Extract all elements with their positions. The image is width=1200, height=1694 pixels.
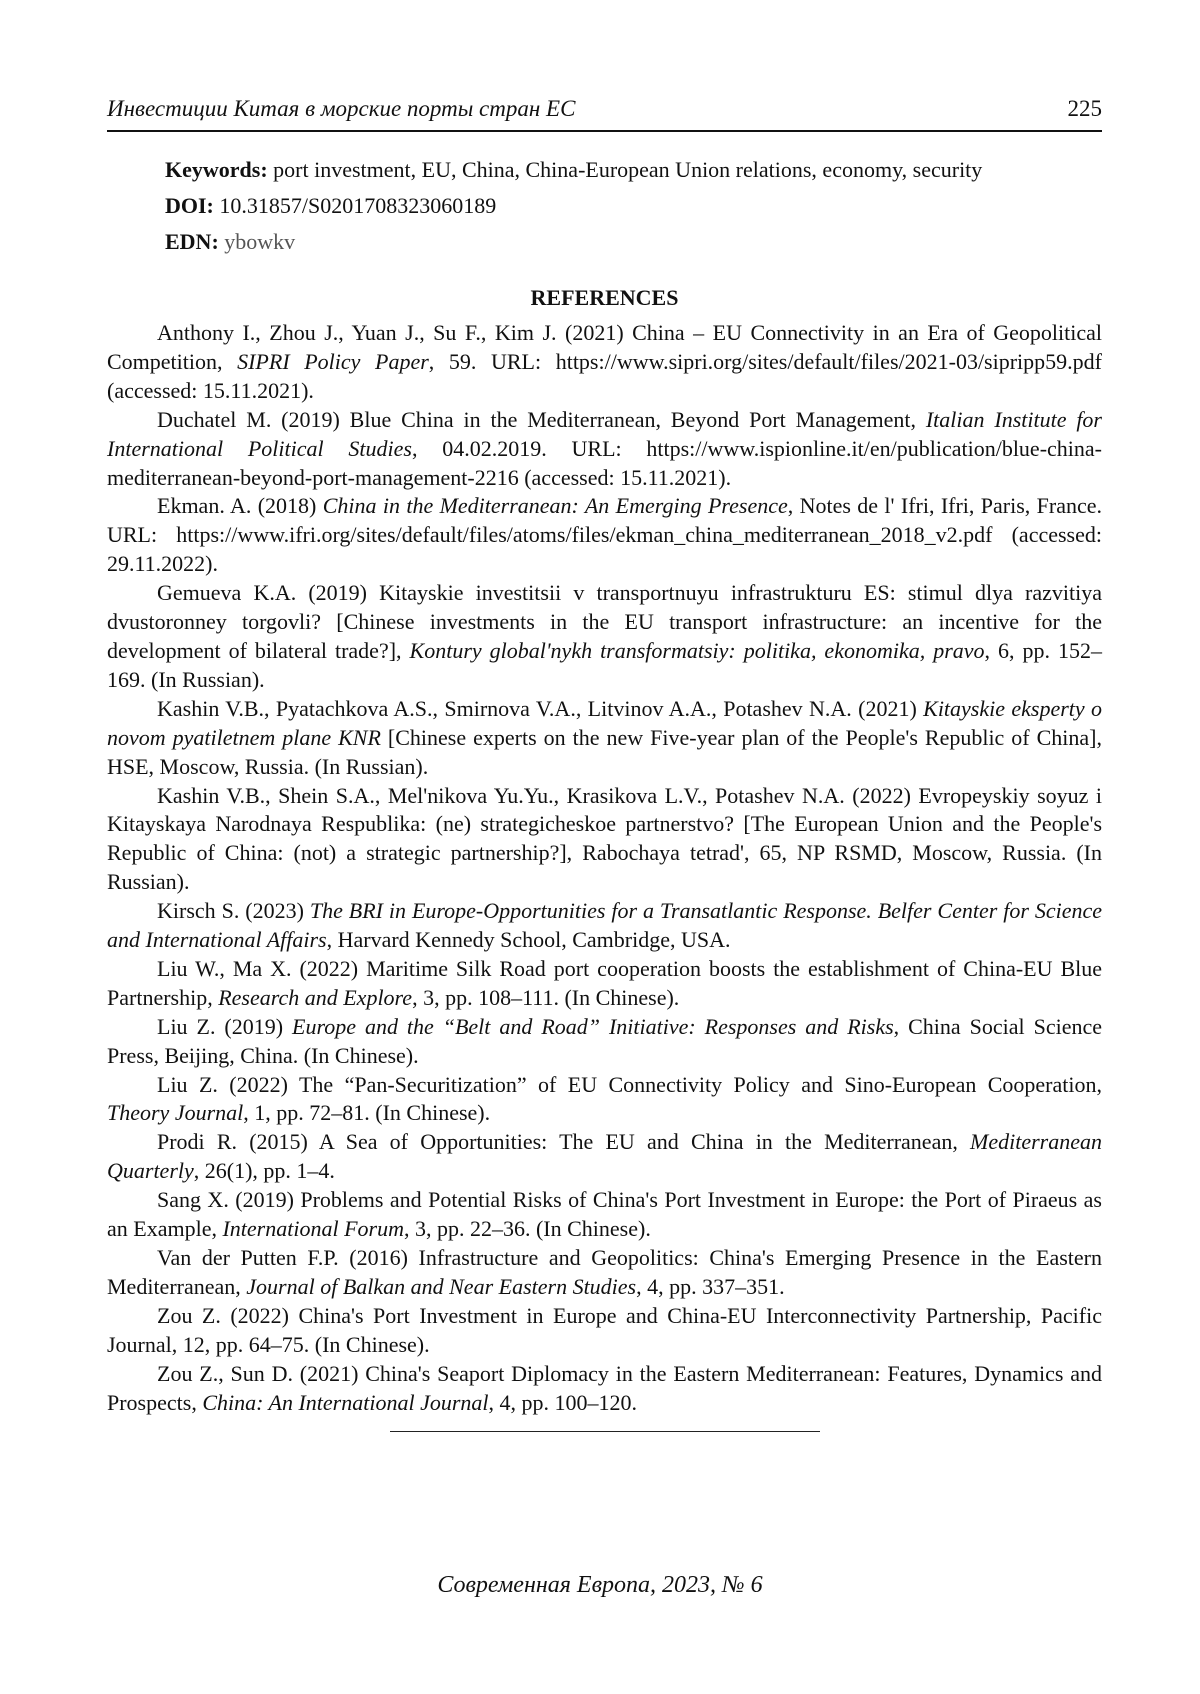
edn-label: EDN: [165,229,219,254]
reference-details: , 26(1), pp. 1–4. [193,1158,335,1184]
reference-source-title: Italian Institute for International Political Studies [107,406,1102,461]
reference-source-title: China in the Mediterranean: An Emerging Presence [322,493,788,519]
keywords-value: port investment, EU, China, China-European Union relations, economy, security [273,157,983,182]
reference-text: Anthony I., Zhou J., Yuan J., Su F., Kim J. (2021) China – EU Connectivity in an Era of Geopolitical Competition, [107,320,1102,374]
edn-value: ybowkv [224,229,296,254]
running-head-title: Инвестиции Китая в морские порты стран ЕС [107,96,576,121]
reference-source-title: SIPRI Policy Paper [237,348,429,374]
reference-item [107,1071,1102,1129]
reference-text: Prodi R. (2015) A Sea of Opportunities: The EU and China in the Mediterranean, [157,1129,971,1155]
references-heading: REFERENCES [530,285,679,310]
reference-details: , Notes de l' Ifri, Ifri, Paris, France. URL: https://www.ifri.org/sites/default/files/atoms/files/ekman_china_mediterranean_2018_v2.pdf (accessed: 29.11.2022). [107,493,1102,577]
reference-source-title: Kitayskie eksperty o novom pyatiletnem plane KNR [107,695,1103,750]
reference-item [107,1186,1102,1244]
reference-source-title: International Forum [222,1216,404,1242]
reference-text: Van der Putten F.P. (2016) Infrastructure and Geopolitics: China's Emerging Presence in the Eastern Mediterranean, [107,1245,1102,1299]
running-head [107,96,1102,132]
reference-text: Duchatel M. (2019) Blue China in the Mediterranean, Beyond Port Management, [157,406,926,432]
reference-item [107,1013,1102,1071]
reference-details: , 04.02.2019. URL: https://www.ispionline.it/en/publication/blue-china-mediterranean-beyond-port-management-2216 (accessed: 15.11.2021). [107,435,1102,490]
reference-details: [Chinese experts on the new Five-year plan of the People's Republic of China], HSE, Moscow, Russia. (In Russian). [107,724,1103,779]
keywords-label: Keywords: [165,157,268,182]
reference-item [107,406,1102,493]
doi-value: 10.31857/S0201708323060189 [219,193,497,218]
reference-item [107,1128,1102,1186]
reference-source-title: Journal of Balkan and Near Eastern Studies [246,1273,637,1299]
reference-details: , 6, pp. 152–169. (In Russian). [107,637,1102,692]
doi-label: DOI: [165,193,214,218]
reference-details: , 59. URL: https://www.sipri.org/sites/default/files/2021-03/sipripp59.pdf (accessed: 15.11.2021). [107,348,1102,403]
article-metadata [165,156,1102,255]
references-list [107,319,1102,1417]
reference-details: , China Social Science Press, Beijing, China. (In Chinese). [107,1013,1102,1068]
reference-text: Kirsch S. (2023) [157,898,310,924]
reference-details: , Harvard Kennedy School, Cambridge, USA. [326,927,731,953]
reference-text: Liu Z. (2022) The “Pan-Securitization” of EU Connectivity Policy and Sino-European Cooperation, [157,1071,1102,1097]
reference-text: Zou Z., Sun D. (2021) China's Seaport Diplomacy in the Eastern Mediterranean: Features, Dynamics and Prospects, [107,1360,1102,1415]
reference-text: Ekman. A. (2018) [157,493,323,519]
page-number: 225 [1067,96,1102,121]
reference-item [107,1244,1102,1302]
reference-source-title: China: An International Journal [202,1389,489,1415]
reference-text: Sang X. (2019) Problems and Potential Risks of China's Port Investment in Europe: the Port of Piraeus as an Example, [107,1187,1102,1242]
reference-text: Kashin V.B., Pyatachkova A.S., Smirnova V.A., Litvinov A.A., Potashev N.A. (2021) [157,695,924,721]
reference-details: , 3, pp. 108–111. (In Chinese). [412,984,680,1010]
reference-source-title: Kontury global'nykh transformatsiy: politika, ekonomika, pravo [409,637,985,663]
edn-row [165,228,1102,255]
reference-details: , 1, pp. 72–81. (In Chinese). [243,1100,491,1126]
reference-text: Gemueva K.A. (2019) Kitayskie investitsii v transportnuyu infrastrukturu ES: stimul dlya razvitiya dvustoronney torgovli? [Chinese investments in the EU transport infrastructure: an incentive for the development of bilateral trade?], [107,580,1102,663]
reference-text: Kashin V.B., Shein S.A., Mel'nikova Yu.Yu., Krasikova L.V., Potashev N.A. (2022) Evropeyskiy soyuz i Kitayskaya Narodnaya Respublika: (ne) strategicheskoe partnerstvo? [The European Union and the People's Republic of China: (not) a strategic partnership?], Rabochaya tetrad', 65, NP RSMD, Moscow, Russia. (In Russian). [107,782,1102,895]
doi-row [165,192,1102,219]
reference-source-title: The BRI in Europe-Opportunities for a Transatlantic Response. Belfer Center for Science and International Affairs [107,898,1102,953]
reference-item [107,1302,1102,1360]
reference-details: , 4, pp. 337–351. [636,1273,785,1299]
reference-item [107,319,1102,406]
reference-item [107,492,1102,579]
reference-details: , 3, pp. 22–36. (In Chinese). [403,1216,651,1242]
reference-item [107,897,1102,955]
reference-text: Zou Z. (2022) China's Port Investment in Europe and China-EU Interconnectivity Partnership, Pacific Journal, 12, pp. 64–75. (In Chinese). [107,1302,1102,1357]
reference-source-title: Theory Journal [107,1100,244,1126]
reference-source-title: Europe and the “Belt and Road” Initiative: Responses and Risks [292,1013,894,1039]
reference-item [107,782,1102,898]
reference-source-title: Research and Explore [218,984,413,1010]
reference-source-title: Mediterranean Quarterly [107,1129,1102,1184]
reference-item [107,955,1102,1013]
journal-footer: Современная Европа, 2023, № 6 [437,1572,763,1598]
reference-text: Liu Z. (2019) [157,1013,293,1039]
page-content [107,96,1102,1432]
reference-item [107,695,1102,782]
reference-item [107,1360,1102,1418]
reference-item [107,579,1102,695]
end-rule [390,1431,820,1432]
reference-text: Liu W., Ma X. (2022) Maritime Silk Road port cooperation boosts the establishment of China-EU Blue Partnership, [107,955,1102,1010]
reference-details: , 4, pp. 100–120. [488,1389,638,1415]
keywords-row [165,156,1102,183]
